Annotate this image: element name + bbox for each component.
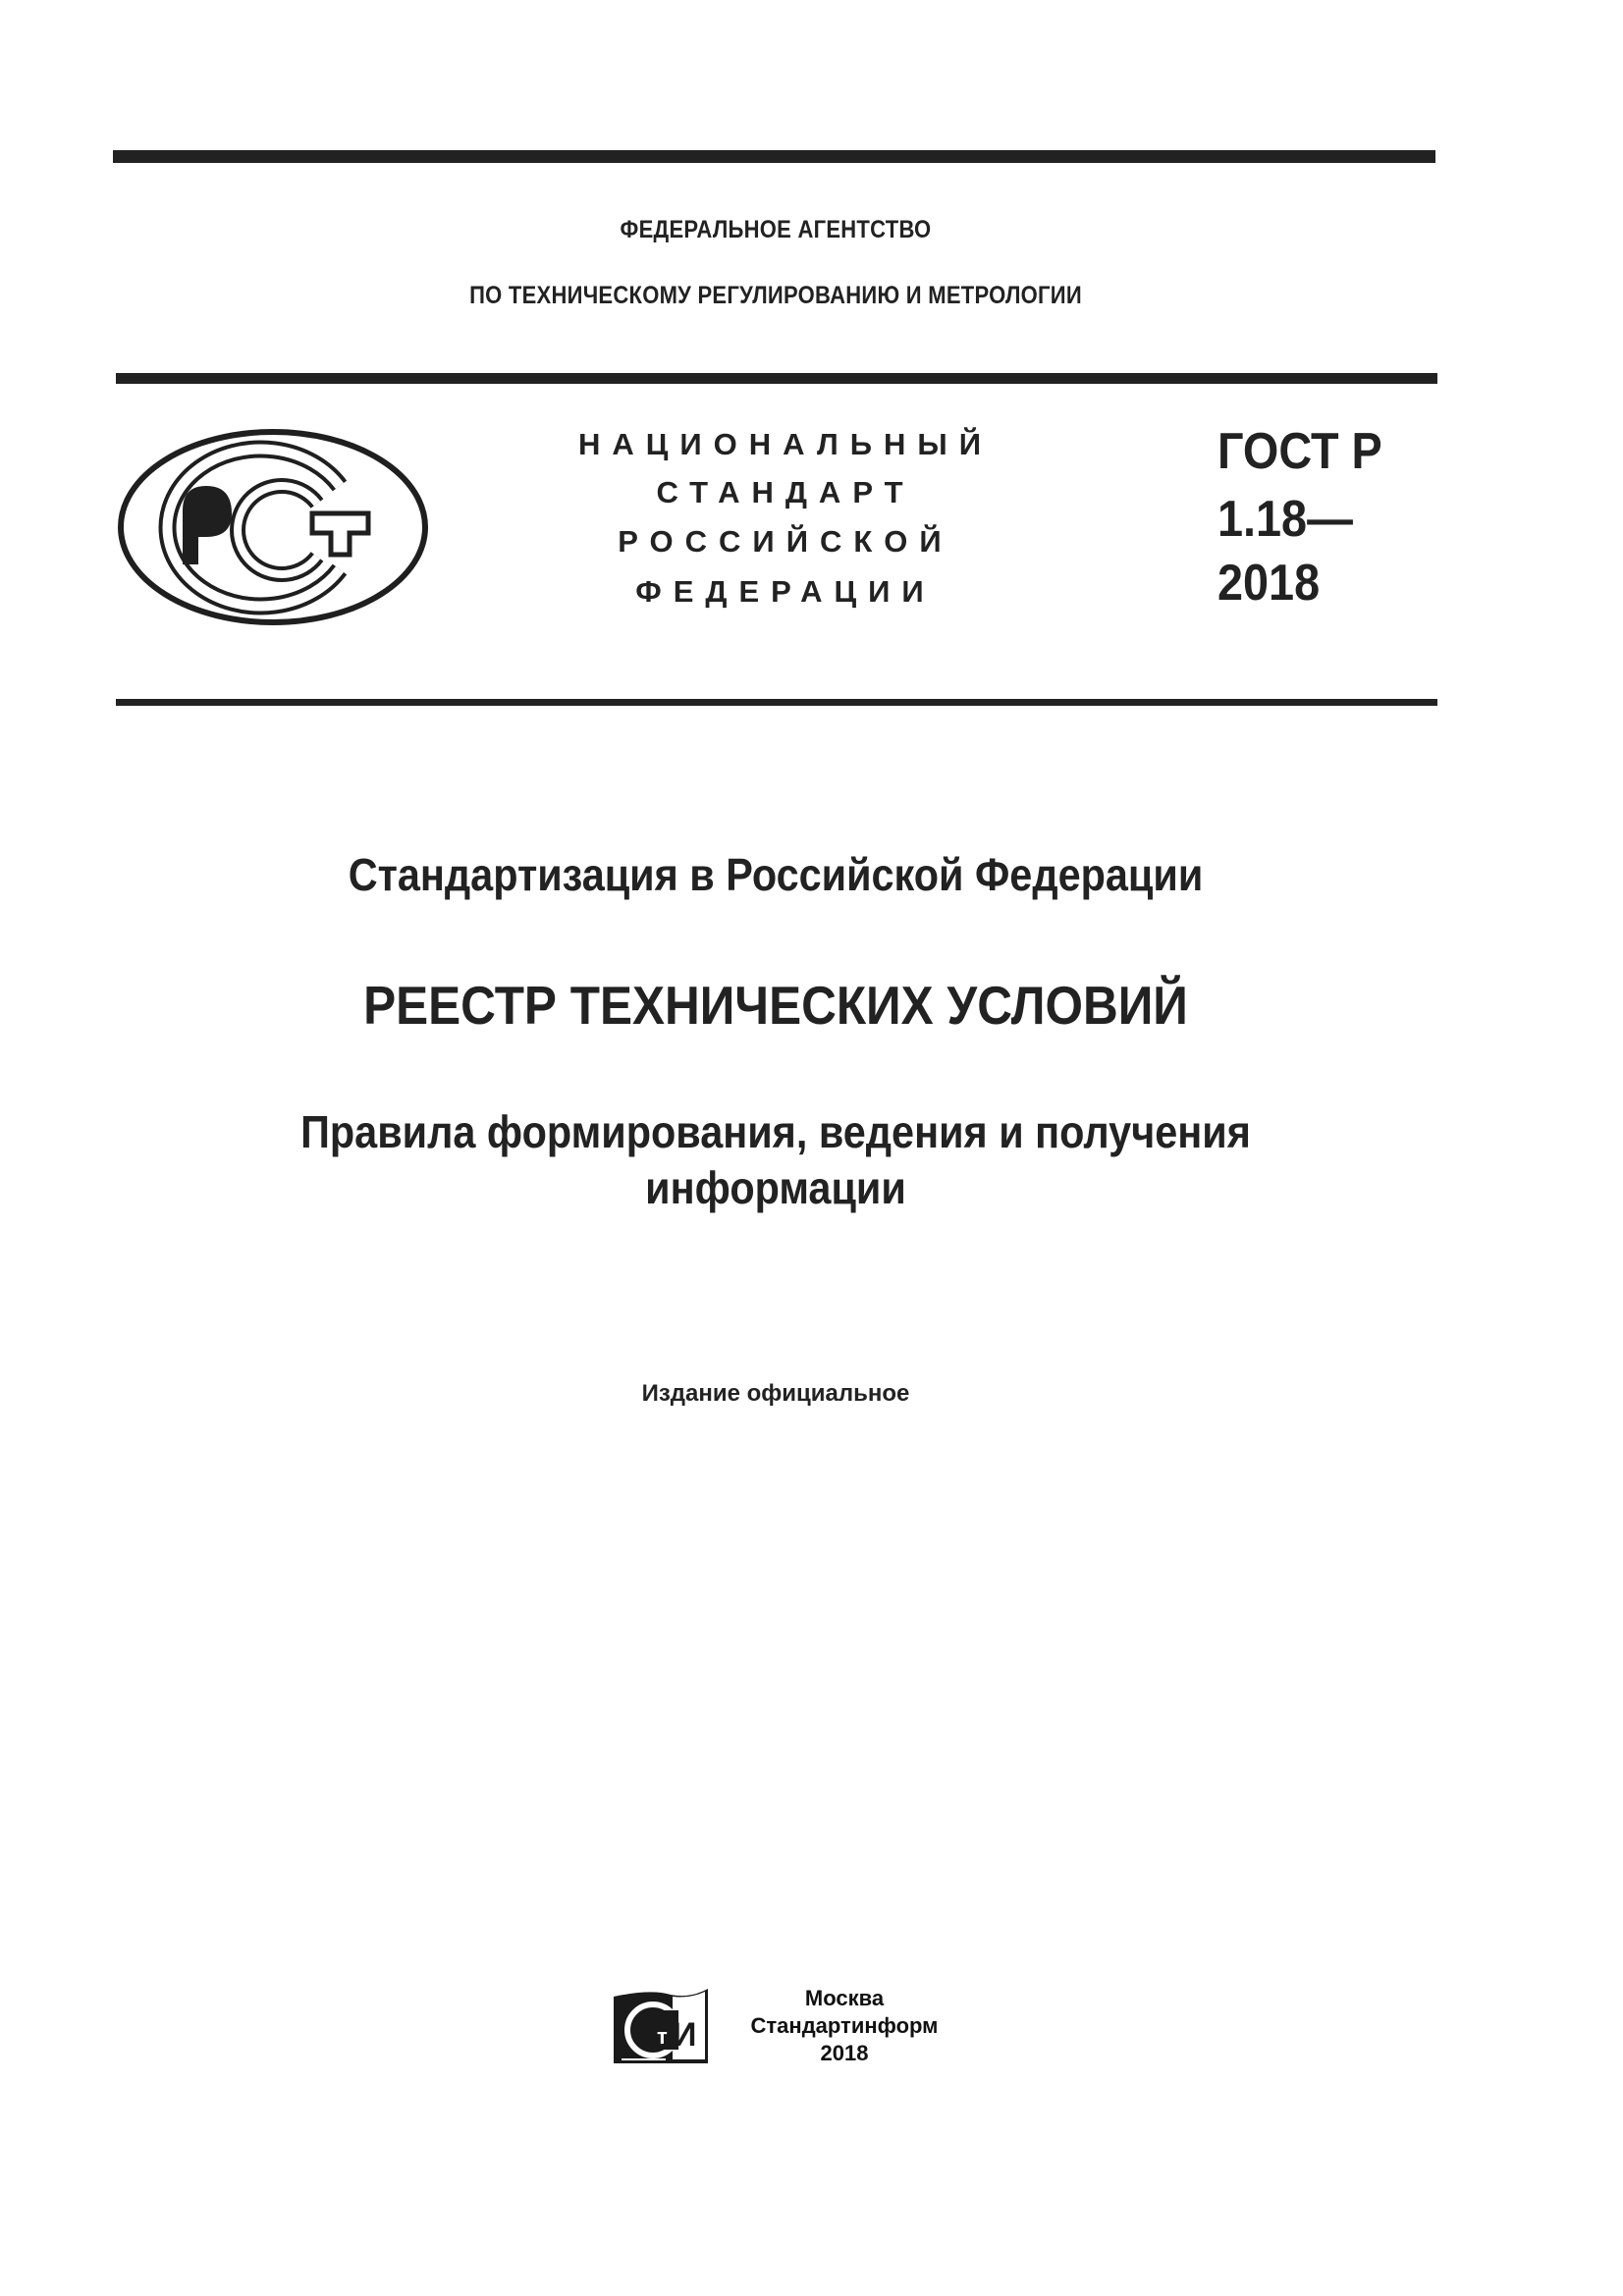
middle-rule — [116, 373, 1437, 384]
designation-prefix: ГОСТ Р — [1217, 423, 1382, 480]
national-label-line-1: НАЦИОНАЛЬНЫЙ — [577, 427, 994, 461]
designation-year: 2018 — [1217, 555, 1321, 612]
rst-emblem-icon — [116, 427, 430, 628]
top-rule — [113, 150, 1435, 163]
national-label-line-2: СТАНДАРТ — [656, 475, 915, 509]
agency-name-line-1: ФЕДЕРАЛЬНОЕ АГЕНТСТВО — [620, 216, 932, 243]
subtitle-line-1: Правила формирования, ведения и получения — [300, 1106, 1251, 1157]
svg-text:И: И — [673, 2016, 697, 2054]
document-title: РЕЕСТР ТЕХНИЧЕСКИХ УСЛОВИЙ — [363, 975, 1188, 1036]
national-label-line-4: ФЕДЕРАЦИИ — [635, 574, 936, 609]
designation-number: 1.18— — [1217, 491, 1353, 548]
publisher-city: Москва — [804, 1986, 885, 2010]
edition-label: Издание официальное — [641, 1380, 910, 1407]
series-title: Стандартизация в Российской Федерации — [348, 849, 1204, 900]
document-subtitle — [78, 1104, 1474, 1216]
national-label-line-3: РОССИЙСКОЙ — [618, 524, 953, 559]
sti-logo-icon — [612, 1989, 710, 2067]
svg-text:т: т — [657, 2024, 668, 2049]
agency-name-line-2: ПО ТЕХНИЧЕСКОМУ РЕГУЛИРОВАНИЮ И МЕТРОЛОГИИ — [469, 282, 1082, 309]
bottom-rule — [116, 699, 1437, 706]
publisher-year: 2018 — [820, 2041, 869, 2065]
subtitle-line-2: информации — [645, 1162, 906, 1213]
publisher-name: Стандартинформ — [750, 2013, 939, 2038]
